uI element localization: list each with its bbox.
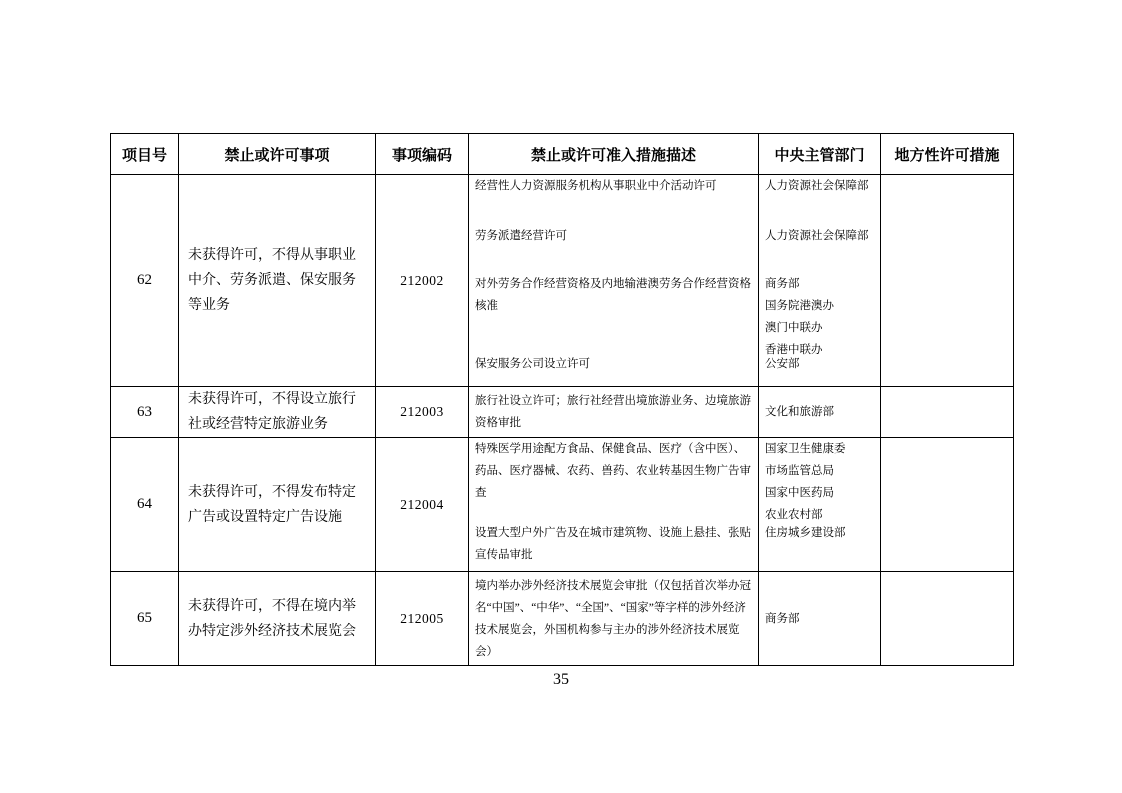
department-text: 商务部	[765, 278, 800, 290]
department-text: 商务部	[765, 612, 800, 625]
col-header-local-measures: 地方性许可措施	[881, 134, 1014, 175]
measures-cell	[469, 438, 759, 572]
department-text: 农业农村部	[765, 509, 823, 521]
col-header-central-dept: 中央主管部门	[759, 134, 881, 175]
local-measures-cell	[881, 387, 1014, 438]
item-desc-cell: 未获得许可，不得设立旅行社或经营特定旅游业务	[179, 387, 376, 438]
item-no-cell: 64	[111, 438, 179, 572]
department-group	[759, 225, 880, 273]
permit-table	[110, 133, 1014, 666]
col-header-item-code: 事项编码	[376, 134, 469, 175]
item-code-cell: 212003	[376, 387, 469, 438]
departments-cell	[759, 438, 881, 572]
header-row	[111, 134, 1014, 175]
department-text: 人力资源社会保障部	[765, 180, 869, 192]
department-text: 市场监管总局	[765, 465, 834, 477]
measure-text: 对外劳务合作经营资格及内地输港澳劳务合作经营资格核准	[475, 278, 751, 312]
department-text: 住房城乡建设部	[765, 527, 846, 539]
table-row-62	[111, 175, 1014, 387]
col-header-item-no: 项目号	[111, 134, 179, 175]
col-header-item-desc: 禁止或许可事项	[179, 134, 376, 175]
item-no-cell: 62	[111, 175, 179, 387]
table-row-64	[111, 438, 1014, 572]
item-desc-cell: 未获得许可，不得发布特定广告或设置特定广告设施	[179, 438, 376, 572]
measure-text: 旅行社设立许可；旅行社经营出境旅游业务、边境旅游资格审批	[475, 395, 751, 429]
measure-text: 劳务派遣经营许可	[475, 230, 567, 242]
item-no-cell: 63	[111, 387, 179, 438]
department-text: 香港中联办	[765, 344, 823, 356]
department-text: 国家卫生健康委	[765, 443, 846, 455]
departments-cell	[759, 175, 881, 387]
department-text: 澳门中联办	[765, 322, 823, 334]
department-group	[759, 438, 880, 522]
item-code-cell: 212005	[376, 572, 469, 666]
department-text: 国务院港澳办	[765, 300, 834, 312]
measure-text: 设置大型户外广告及在城市建筑物、设施上悬挂、张贴宣传品审批	[475, 527, 751, 561]
department-text: 国家中医药局	[765, 487, 834, 499]
measure-text: 境内举办涉外经济技术展览会审批（仅包括首次举办冠名“中国”、“中华”、“全国”、“国家”等字样的涉外经济技术展览会，外国机构参与主办的涉外经济技术展览会）	[475, 579, 751, 658]
departments-cell	[759, 572, 881, 666]
department-text: 公安部	[765, 358, 800, 370]
department-group	[759, 522, 880, 562]
department-text: 人力资源社会保障部	[765, 230, 869, 242]
departments-cell	[759, 387, 881, 438]
measure-text: 保安服务公司设立许可	[475, 358, 590, 370]
measure-text: 经营性人力资源服务机构从事职业中介活动许可	[475, 180, 717, 192]
item-code-cell: 212002	[376, 175, 469, 387]
measures-cell	[469, 387, 759, 438]
col-header-measures: 禁止或许可准入措施描述	[469, 134, 759, 175]
measures-cell	[469, 572, 759, 666]
department-group	[759, 273, 880, 356]
page-number: 35	[553, 671, 569, 688]
table-row-65	[111, 572, 1014, 666]
local-measures-cell	[881, 572, 1014, 666]
measure-text: 特殊医学用途配方食品、保健食品、医疗（含中医）、药品、医疗器械、农药、兽药、农业转基因生物广告审查	[475, 443, 751, 499]
item-desc-cell: 未获得许可，不得从事职业中介、劳务派遣、保安服务等业务	[179, 175, 376, 387]
item-desc-cell: 未获得许可，不得在境内举办特定涉外经济技术展览会	[179, 572, 376, 666]
department-text: 文化和旅游部	[765, 406, 834, 418]
measures-cell	[469, 175, 759, 387]
item-no-cell: 65	[111, 572, 179, 666]
local-measures-cell	[881, 175, 1014, 387]
item-code-cell: 212004	[376, 438, 469, 572]
table-row-63	[111, 387, 1014, 438]
local-measures-cell	[881, 438, 1014, 572]
department-group	[759, 175, 880, 225]
